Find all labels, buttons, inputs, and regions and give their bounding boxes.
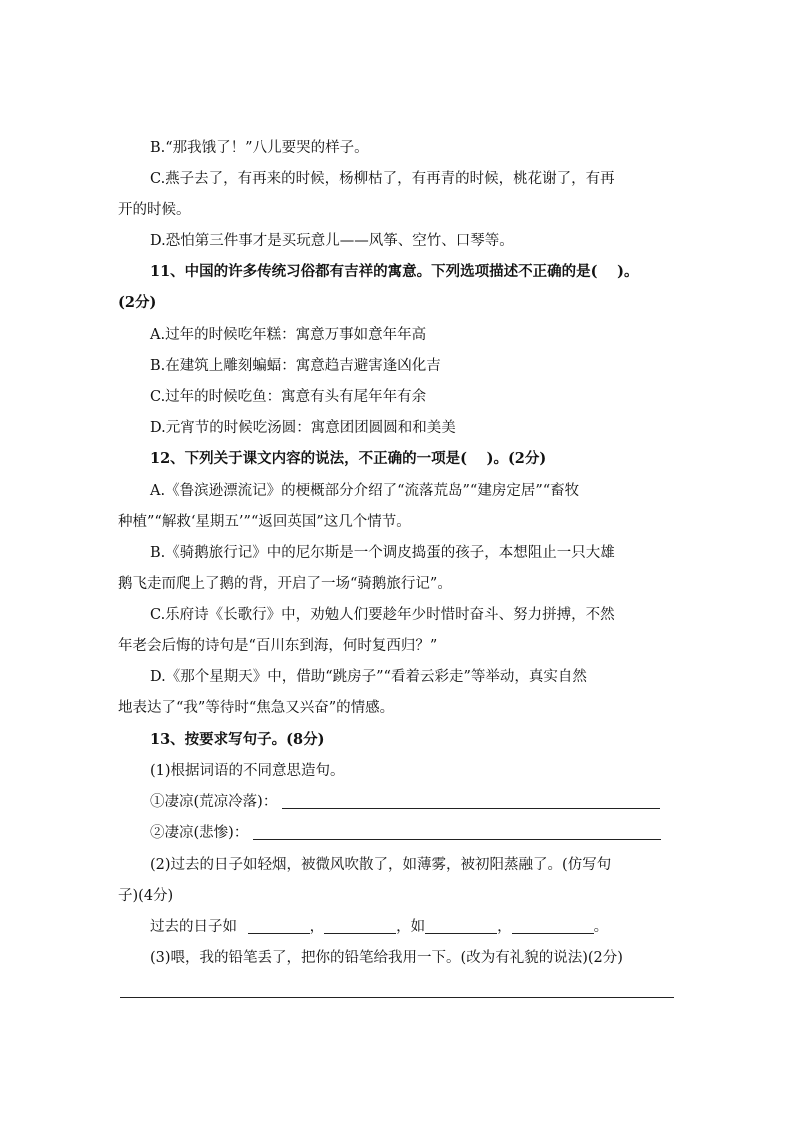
q13-part2-2: 子)(4分)	[118, 888, 174, 904]
answer-blank-fill-1[interactable]	[248, 915, 310, 934]
fill-comma-2: ，	[497, 919, 512, 935]
q11-stem: 11、中国的许多传统习俗都有吉祥的寓意。下列选项描述不正确的是( )。	[150, 263, 639, 280]
q12-option-c-1: C.乐府诗《长歌行》中，劝勉人们要趁年少时惜时奋斗、努力拼搏，不然	[150, 607, 615, 623]
fill-comma-1: ，	[309, 919, 325, 935]
q13-part1: (1)根据词语的不同意思造句。	[150, 763, 345, 779]
option-c-line-2: 开的时候。	[118, 202, 191, 218]
q13-part2-fill	[150, 912, 608, 942]
answer-blank-fill-3[interactable]	[425, 915, 497, 934]
fill-period: 。	[593, 919, 609, 935]
option-b-line: B.“那我饿了！”八儿要哭的样子。	[150, 140, 369, 156]
q11-option-a: A.过年的时候吃年糕：寓意万事如意年年高	[150, 327, 427, 343]
option-d-line: D.恐怕第三件事才是买玩意儿——风筝、空竹、口琴等。	[150, 233, 514, 249]
q13-part1-b	[150, 818, 661, 848]
q11-score: (2分)	[118, 294, 157, 311]
q12-option-a-2: 种植”“解救‘星期五’”“返回英国”这几个情节。	[118, 514, 411, 530]
q11-option-b: B.在建筑上雕刻蝙蝠：寓意趋吉避害逢凶化吉	[150, 358, 441, 374]
answer-blank-qiliang-1[interactable]	[282, 790, 660, 809]
q13-part1-b-label: ②凄凉(悲惨)：	[150, 825, 249, 841]
q13-part2-1: (2)过去的日子如轻烟，被微风吹散了，如薄雾，被初阳蒸融了。(仿写句	[150, 857, 612, 873]
option-c-line-1: C.燕子去了，有再来的时候，杨柳枯了，有再青的时候，桃花谢了，有再	[150, 171, 615, 187]
answer-blank-fill-4[interactable]	[512, 915, 594, 934]
answer-line-part3[interactable]	[120, 997, 674, 998]
answer-blank-fill-2[interactable]	[324, 915, 396, 934]
q12-option-d-1: D.《那个星期天》中，借助“跳房子”“看着云彩走”等举动，真实自然	[150, 669, 587, 685]
q12-option-a-1: A.《鲁滨逊漂流记》的梗概部分介绍了“流落荒岛”“建房定居”“畜牧	[150, 483, 580, 499]
q11-option-d: D.元宵节的时候吃汤圆：寓意团团圆圆和和美美	[150, 420, 456, 436]
answer-blank-qiliang-2[interactable]	[253, 821, 661, 840]
q12-option-b-2: 鹅飞走而爬上了鹅的背，开启了一场“骑鹅旅行记”。	[118, 576, 452, 592]
q13-part3: (3)喂，我的铅笔丢了，把你的铅笔给我用一下。(改为有礼貌的说法)(2分)	[150, 950, 623, 966]
q12-option-b-1: B.《骑鹅旅行记》中的尼尔斯是一个调皮捣蛋的孩子，本想阻止一只大雄	[150, 545, 615, 561]
fill-prefix: 过去的日子如	[150, 919, 237, 935]
fill-ru: ，如	[396, 919, 426, 935]
q12-option-d-2: 地表达了“我”等待时“焦急又兴奋”的情感。	[118, 700, 395, 716]
q12-stem: 12、下列关于课文内容的说法，不正确的一项是( )。(2分)	[150, 450, 547, 467]
q13-part1-a-label: ①凄凉(荒凉冷落)：	[150, 794, 278, 810]
q13-stem: 13、按要求写句子。(8分)	[150, 731, 325, 748]
q11-option-c: C.过年的时候吃鱼：寓意有头有尾年年有余	[150, 389, 427, 405]
q12-option-c-2: 年老会后悔的诗句是“百川东到海，何时复西归？”	[118, 638, 438, 654]
q13-part1-a	[150, 787, 660, 817]
